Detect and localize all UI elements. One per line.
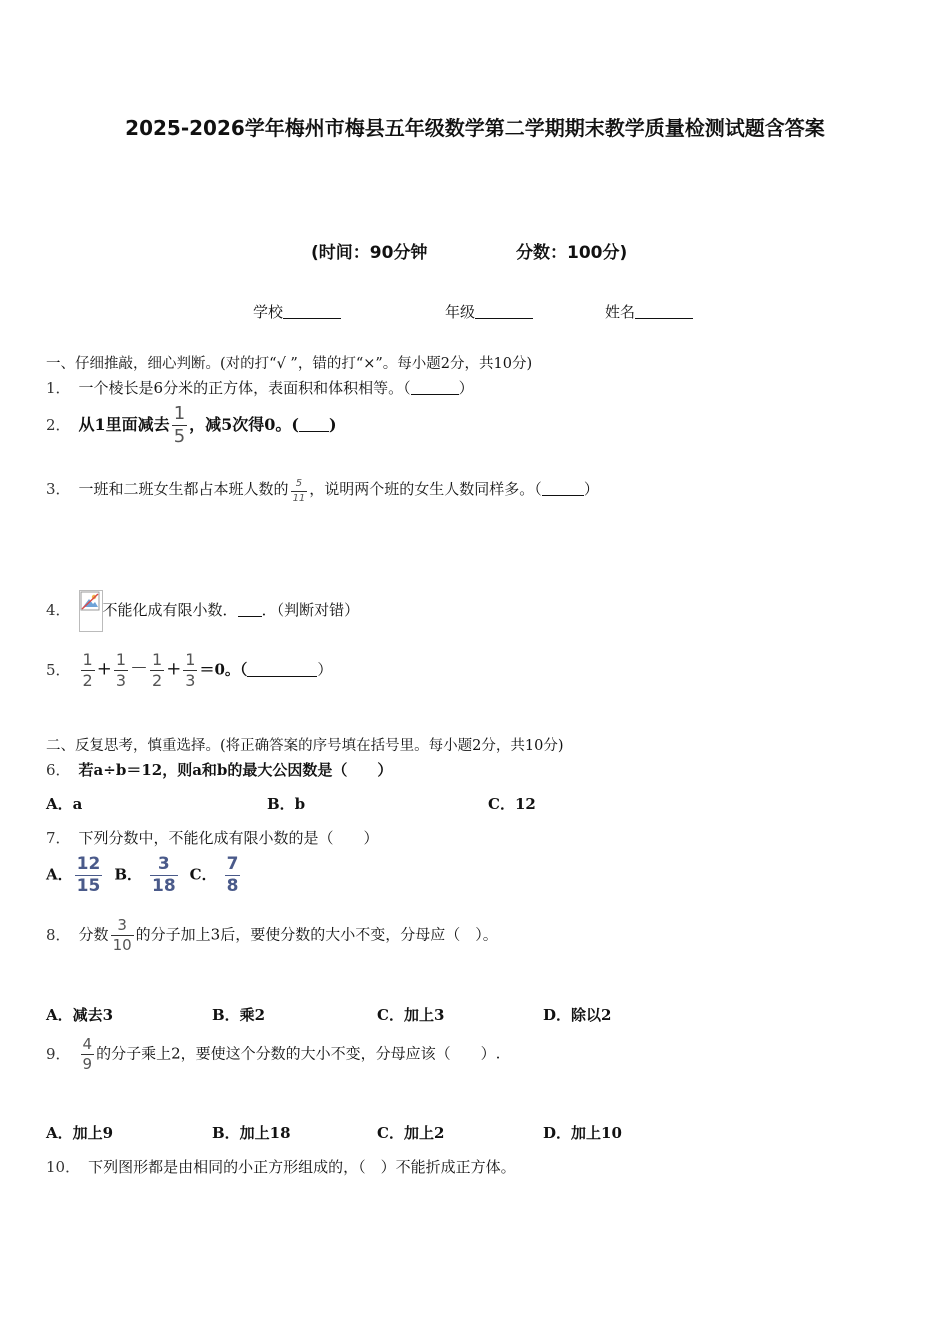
question-3 xyxy=(46,478,599,504)
question-2 xyxy=(46,405,337,446)
q7-a-den: 15 xyxy=(76,876,101,896)
q2-pre: 从1里面减去 xyxy=(78,415,170,434)
q2-blank xyxy=(299,415,329,432)
q1-number: 1． xyxy=(46,379,71,397)
q5-end: ） xyxy=(317,660,333,679)
q5-op-3: + xyxy=(166,658,182,680)
q7-number: 7． xyxy=(46,829,71,847)
q9-option-b: B．加上18 xyxy=(212,1124,291,1142)
q5-op-1: + xyxy=(96,658,112,680)
q8-number: 8． xyxy=(46,925,71,944)
q9-option-c: C．加上2 xyxy=(377,1124,445,1142)
q9-number: 9． xyxy=(46,1044,71,1063)
q5-f1-num: 1 xyxy=(82,650,93,669)
q7-b-den: 18 xyxy=(152,876,176,896)
q1-text: 一个棱长是6分米的正方体，表面积和体积相等。（ xyxy=(78,379,411,397)
q3-end: ） xyxy=(583,480,599,498)
q2-frac-den: 5 xyxy=(173,426,186,447)
q8-pre: 分数 xyxy=(78,925,109,944)
q5-op-2: － xyxy=(130,658,149,680)
q7-option-b-fraction xyxy=(150,856,178,895)
q8-post: 的分子加上3后，要使分数的大小不变，分母应（ ）。 xyxy=(135,925,498,944)
q7-a-num: 12 xyxy=(76,854,101,874)
q4-number: 4． xyxy=(46,601,71,619)
section2-heading: 二、反复思考，慎重选择。(将正确答案的序号填在括号里。每小题2分，共10分) xyxy=(46,738,564,754)
question-1 xyxy=(46,377,474,398)
question-10 xyxy=(46,1156,516,1177)
q10-number: 10． xyxy=(46,1158,81,1176)
broken-image-icon xyxy=(79,590,103,632)
q7-c-den: 8 xyxy=(226,876,239,896)
q8-frac-den: 10 xyxy=(112,936,132,954)
q5-f3-den: 2 xyxy=(152,671,163,690)
q2-post: ，减5次得0。( xyxy=(189,415,299,434)
q9-frac-den: 9 xyxy=(82,1055,93,1073)
q1-end: ） xyxy=(458,379,474,397)
school-field xyxy=(253,301,341,322)
q5-f4-num: 1 xyxy=(185,650,196,669)
q3-post: ，说明两个班的女生人数同样多。（ xyxy=(309,480,542,498)
q3-pre: 一班和二班女生都占本班人数的 xyxy=(78,480,289,498)
q8-frac-num: 3 xyxy=(117,916,127,934)
q6-option-b: B．b xyxy=(267,795,306,813)
q5-f4-den: 3 xyxy=(185,671,196,690)
q7-option-b-label: B． xyxy=(114,865,142,884)
q8-option-c: C．加上3 xyxy=(377,1006,445,1024)
document-title: 2025-2026学年梅州市梅县五年级数学第二学期期末教学质量检测试题含答案 xyxy=(125,116,825,140)
q6-text: 若a÷b＝12，则a和b的最大公因数是（ ） xyxy=(78,761,393,779)
question-9 xyxy=(46,1037,500,1072)
q7-option-a-fraction xyxy=(75,856,103,895)
q8-option-b: B．乘2 xyxy=(212,1006,266,1024)
q6-option-a: A．a xyxy=(46,795,83,813)
q5-fraction-4 xyxy=(183,652,197,689)
q7-c-num: 7 xyxy=(226,854,239,874)
q7-option-a-label: A． xyxy=(46,865,73,884)
grade-blank xyxy=(475,303,533,319)
grade-label: 年级 xyxy=(445,303,476,321)
q7-text: 下列分数中，不能化成有限小数的是（ ） xyxy=(78,829,379,847)
q4-end: ．（判断对错） xyxy=(261,601,360,619)
q5-fraction-3 xyxy=(150,652,164,689)
q2-end: ) xyxy=(328,415,337,434)
q8-fraction xyxy=(111,918,134,953)
q6-option-c: C．12 xyxy=(488,795,536,813)
q9-fraction xyxy=(81,1037,95,1072)
grade-field xyxy=(445,301,533,322)
question-5 xyxy=(46,652,332,689)
q8-option-d: D．除以2 xyxy=(543,1006,612,1024)
q1-blank xyxy=(411,379,459,395)
q2-number: 2． xyxy=(46,416,71,434)
q4-text: 不能化成有限小数． xyxy=(102,601,238,619)
q5-fraction-2 xyxy=(114,652,128,689)
q3-blank xyxy=(542,480,584,496)
q5-f3-num: 1 xyxy=(152,650,163,669)
q10-text: 下列图形都是由相同的小正方形组成的，（ ）不能折成正方体。 xyxy=(88,1158,516,1176)
q4-blank xyxy=(238,601,262,617)
q8-option-a: A．减去3 xyxy=(46,1006,114,1024)
q7-option-c-fraction xyxy=(225,856,241,895)
q9-frac-num: 4 xyxy=(82,1035,93,1053)
q6-number: 6． xyxy=(46,761,71,779)
q5-f2-den: 3 xyxy=(115,671,127,690)
q9-option-d: D．加上10 xyxy=(543,1124,622,1142)
q2-fraction xyxy=(172,405,187,446)
question-7 xyxy=(46,827,379,848)
q2-frac-num: 1 xyxy=(173,403,186,424)
question-4 xyxy=(46,590,359,632)
school-label: 学校 xyxy=(253,303,284,321)
time-label: (时间：90分钟 xyxy=(311,243,428,263)
question-6 xyxy=(46,759,392,780)
q5-fraction-1 xyxy=(81,652,95,689)
name-label: 姓名 xyxy=(605,303,636,321)
q5-f2-num: 1 xyxy=(115,650,127,669)
q5-post: ＝0。（ xyxy=(199,660,248,679)
q3-fraction xyxy=(291,479,308,504)
q3-number: 3． xyxy=(46,480,71,498)
q9-option-a: A．加上9 xyxy=(46,1124,114,1142)
score-label: 分数：100分) xyxy=(516,243,628,263)
question-8 xyxy=(46,918,498,953)
q5-blank xyxy=(247,661,317,677)
school-blank xyxy=(283,303,341,319)
q7-option-c-label: C． xyxy=(189,865,217,884)
name-field xyxy=(605,301,693,322)
q5-number: 5． xyxy=(46,660,71,679)
q3-frac-num: 5 xyxy=(295,478,303,489)
q7-b-num: 3 xyxy=(157,854,170,874)
section1-heading: 一、仔细推敲，细心判断。(对的打“√ ”，错的打“×”。每小题2分，共10分) xyxy=(46,356,533,372)
name-blank xyxy=(635,303,693,319)
q9-post: 的分子乘上2，要使这个分数的大小不变，分母应该（ ）. xyxy=(96,1044,501,1063)
q5-f1-den: 2 xyxy=(82,671,93,690)
q3-frac-den: 11 xyxy=(292,493,306,504)
q7-options xyxy=(46,856,242,895)
